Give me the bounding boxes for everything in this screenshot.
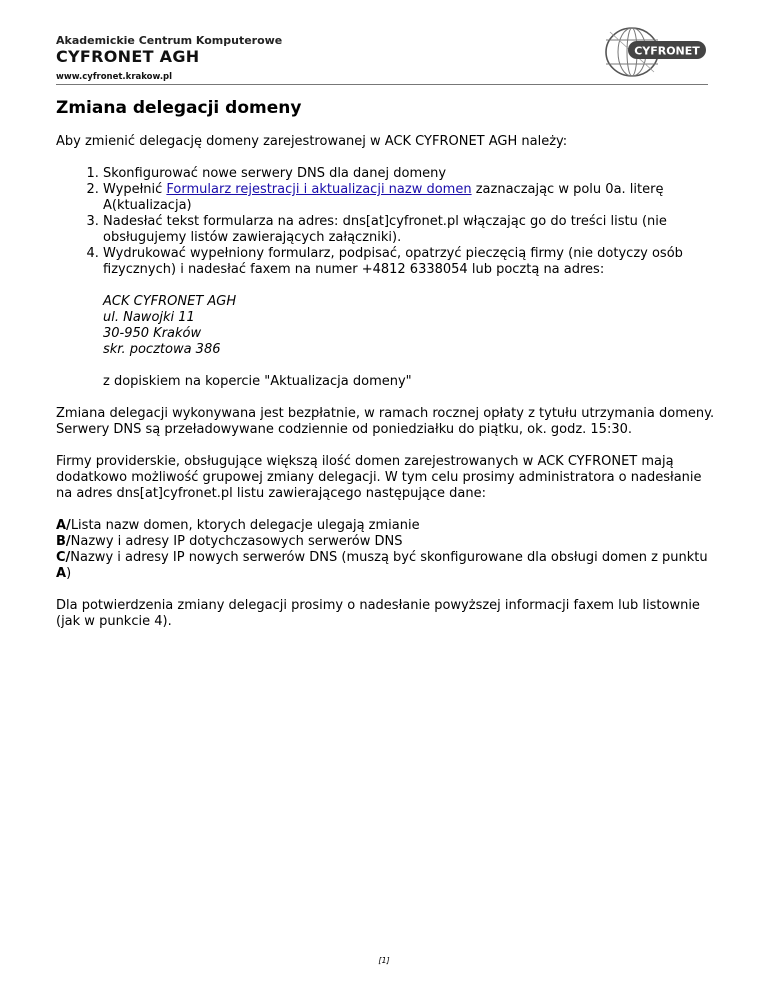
postal-address [103,294,716,358]
main-content [56,98,716,646]
page-number: [1] [378,956,390,965]
item-b-text: Nazwy i adresy IP dotychczasowych serwerów DNS [70,534,403,549]
item-a-text: Lista nazw domen, ktorych delegacje ulegają zmianie [70,518,420,533]
address-line: ul. Nawojki 11 [103,310,195,325]
item-a-label: A/ [56,518,71,533]
item-c-text: Nazwy i adresy IP nowych serwerów DNS (muszą być skonfigurowane dla obsługi domen z punktu [70,550,708,565]
item-b-label: B/ [56,534,71,549]
step-3-text: Nadesłać tekst formularza na adres: dns[at]cyfronet.pl włączając go do treści listu (nie obsługujemy listów zawierających załączniki). [103,214,667,245]
list-item [103,182,716,214]
item-c-ref: A [56,566,67,581]
org-name: CYFRONET AGH [56,47,200,66]
address-line: 30-950 Kraków [103,326,202,341]
required-data-list [56,518,716,582]
step-4-text: Wydrukować wypełniony formularz, podpisać, opatrzyć pieczęcią firmy (nie dotyczy osób fizycznych) i nadesłać faxem na numer +4812 6338054 lub pocztą na adres: [103,246,683,277]
address-line: skr. pocztowa 386 [103,342,221,357]
steps-list [56,166,716,390]
step-1-text: Skonfigurować nowe serwery DNS dla danej domeny [103,166,447,181]
fee-paragraph: Zmiana delegacji wykonywana jest bezpłatnie, w ramach rocznej opłaty z tytułu utrzymania domeny. Serwery DNS są przeładowywane codziennie od poniedziałku do piątku, ok. godz. 15:30. [56,406,715,437]
org-url: www.cyfronet.krakow.pl [56,72,173,82]
list-item [103,214,716,246]
item-c-label: C/ [56,550,71,565]
org-subtitle: Akademickie Centrum Komputerowe [56,34,283,47]
intro-text: Aby zmienić delegację domeny zarejestrowanej w ACK CYFRONET AGH należy: [56,134,568,149]
registration-form-link[interactable]: Formularz rejestracji i aktualizacji nazw domen [166,182,472,197]
confirmation-paragraph: Dla potwierdzenia zmiany delegacji prosimy o nadesłanie powyższej informacji faxem lub listownie (jak w punkcie 4). [56,598,700,629]
list-item [103,166,716,182]
address-line: ACK CYFRONET AGH [103,294,237,309]
page-title: Zmiana delegacji domeny [56,98,302,118]
step-2-after: zaznaczając w polu 0a. literę A(ktualizacja) [103,182,664,213]
item-c-end: ) [66,566,72,581]
page-header [56,34,708,84]
envelope-note: z dopiskiem na kopercie "Aktualizacja domeny" [103,374,412,389]
logo-text: CYFRONET [634,44,700,58]
cyfronet-logo [602,26,708,78]
step-2-before: Wypełnić [103,182,167,197]
providers-paragraph: Firmy providerskie, obsługujące większą ilość domen zarejestrowanych w ACK CYFRONET mają dodatkowo możliwość grupowej zmiany delegacji. W tym celu prosimy administratora o nadesłanie na adres dns[at]cyfronet.pl listu zawierającego następujące dane: [56,454,702,501]
list-item [103,246,716,390]
header-divider [56,84,708,85]
